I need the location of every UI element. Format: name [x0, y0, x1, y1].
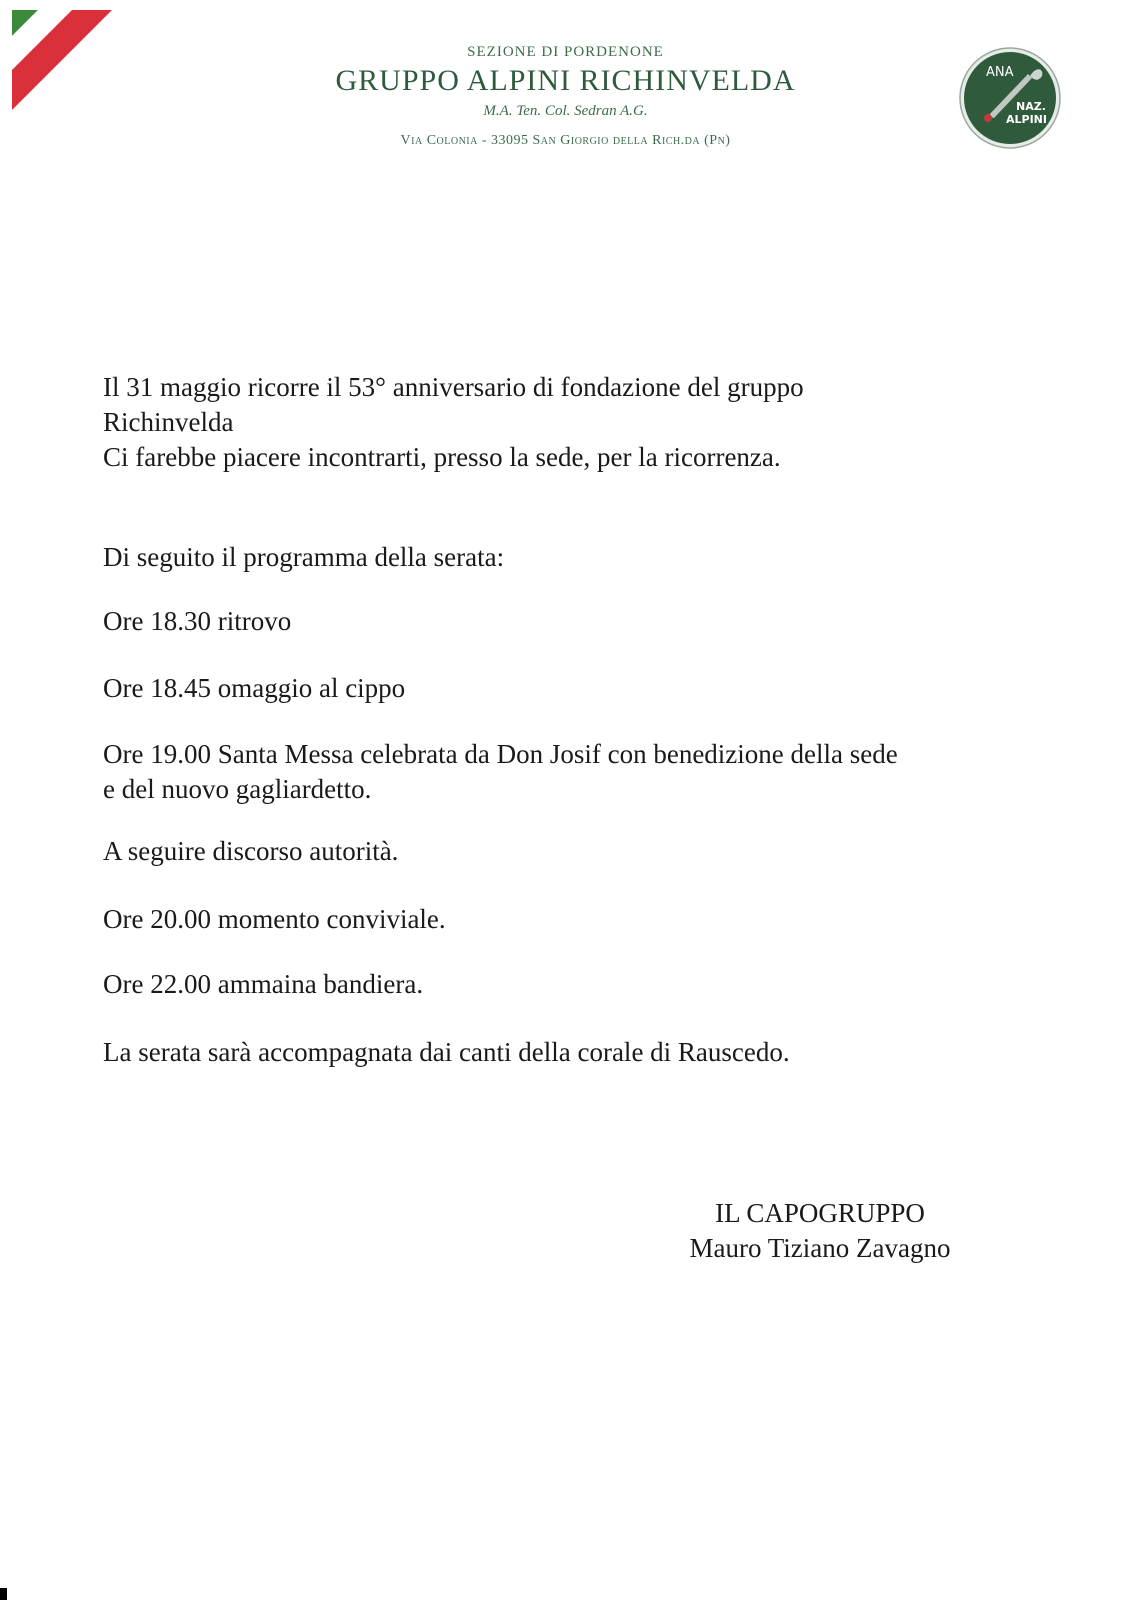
scan-mark — [0, 1588, 7, 1600]
program-item-4-text: A seguire discorso autorità. — [103, 836, 399, 866]
signature-name: Mauro Tiziano Zavagno — [689, 1233, 951, 1263]
group-title: GRUPPO ALPINI RICHINVELDA — [335, 64, 796, 97]
signature-block — [650, 1196, 990, 1266]
group-address: Via Colonia - 33095 San Giorgio della Rich.da (Pn) — [400, 133, 731, 148]
program-item-1-text: Ore 18.30 ritrovo — [103, 606, 292, 636]
program-item-1 — [103, 604, 1033, 639]
closing-paragraph — [103, 1035, 1033, 1070]
section-name: SEZIONE DI PORDENONE — [467, 44, 664, 60]
program-item-4 — [103, 834, 1033, 869]
intro-line-3: Ci farebbe piacere incontrarti, presso la sede, per la ricorrenza. — [103, 442, 781, 472]
signature-role: IL CAPOGRUPPO — [715, 1198, 925, 1228]
closing-text: La serata sarà accompagnata dai canti della corale di Rauscedo. — [103, 1037, 790, 1067]
program-item-3 — [103, 737, 1033, 807]
program-item-2-text: Ore 18.45 omaggio al cippo — [103, 673, 406, 703]
logo-text-bottom: ALPINI — [1006, 113, 1047, 126]
program-item-3-line-1: Ore 19.00 Santa Messa celebrata da Don Josif con benedizione della sede — [103, 739, 898, 769]
program-item-3-line-2: e del nuovo gagliardetto. — [103, 774, 372, 804]
program-heading-text: Di seguito il programma della serata: — [103, 542, 505, 572]
intro-line-1: Il 31 maggio ricorre il 53° anniversario di fondazione del gruppo — [103, 372, 804, 402]
program-item-6-text: Ore 22.00 ammaina bandiera. — [103, 969, 424, 999]
program-item-5-text: Ore 20.00 momento conviviale. — [103, 904, 446, 934]
program-heading — [103, 540, 1033, 575]
logo-text-right: NAZ. — [1016, 100, 1046, 113]
logo-text-top: ANA — [986, 65, 1014, 80]
ana-alpini-emblem-icon — [958, 46, 1062, 150]
group-subtitle: M.A. Ten. Col. Sedran A.G. — [483, 103, 648, 119]
intro-line-2: Richinvelda — [103, 407, 234, 437]
program-item-2 — [103, 671, 1033, 706]
program-item-6 — [103, 967, 1033, 1002]
program-item-5 — [103, 902, 1033, 937]
intro-paragraph — [103, 370, 1033, 475]
